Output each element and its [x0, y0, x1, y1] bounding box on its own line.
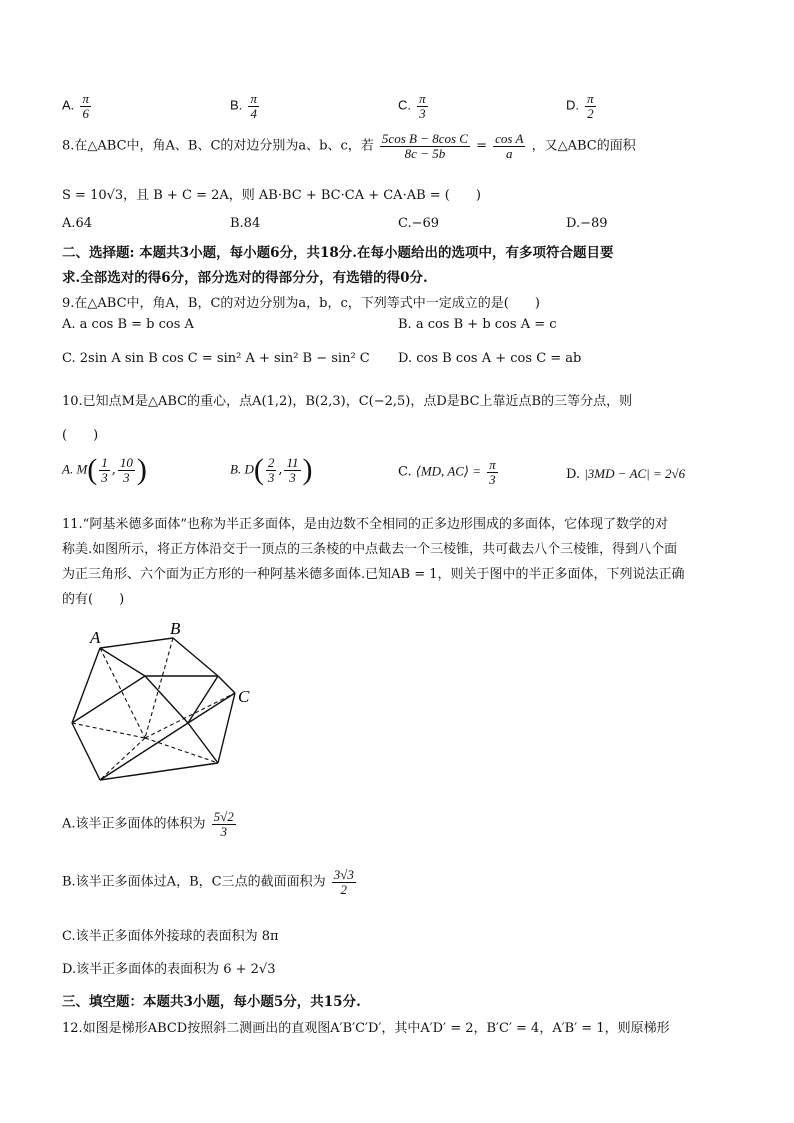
q7-option-b: B. $\frac{\pi}{4}$ — [230, 91, 257, 121]
cuboctahedron-figure — [60, 618, 270, 793]
q12-stem: 12.如图是梯形ABCD按照斜二测画出的直观图A′B′C′D′，其中A′D′ = 2，B′C′ = 4，A′B′ = 1，则原梯形 — [62, 1021, 670, 1036]
q7-option-a: A. $\frac{\pi}{6}$ — [62, 91, 89, 121]
edge-a-left — [72, 648, 100, 723]
edge-c-center — [188, 693, 235, 723]
edge-c-bottom — [218, 693, 235, 763]
q11-stem-line2: 称美.如图所示，将正方体沿交于一顶点的三条棱的中点截去一个三棱锥，共可截去八个三棱锥，得到八个面 — [62, 542, 678, 557]
edge-bottom — [100, 763, 218, 780]
q10-option-d: D. |3MD − AC| = 2√6 — [566, 466, 686, 482]
q10-option-b: B. D( $\frac{2}{3}$ , $\frac{11}{3}$ ) — [230, 453, 313, 486]
q8-stem-line2: S = 10√3，且 B + C = 2A，则 AB·BC + BC·CA + CA·AB = ( ) — [62, 188, 481, 203]
edge-left-mid — [72, 676, 145, 723]
q11-stem-line3: 为正三角形、六个面为正方形的一种阿基米德多面体.已知AB = 1，则关于图中的半正多面体，下列说法正确 — [62, 567, 685, 582]
edge-hidden-6 — [145, 638, 173, 738]
edge-right-center — [188, 676, 218, 723]
q8-stem-line1: 8.在△ABC中，角A、B、C的对边分别为a、b、c，若 $\frac{\text{5cos B − 8cos C}}{8c - 5b}$ = $\frac{\text{cos A}}{a}$ ，又△ABC的面积 — [62, 131, 636, 161]
q10-option-a: A. M( $\frac{1}{3}$ , $\frac{10}{3}$ ) — [62, 453, 147, 486]
q11-option-c: C.该半正多面体外接球的表面积为 8π — [62, 929, 279, 944]
q8-option-d: D.−89 — [566, 216, 608, 231]
q11-stem-line4: 的有( ) — [62, 592, 125, 607]
q9-stem: 9.在△ABC中，角A，B，C的对边分别为a，b，c，下列等式中一定成立的是( ) — [62, 296, 540, 311]
q8-option-c: C.−69 — [398, 216, 440, 231]
edge-hidden-3 — [100, 738, 145, 780]
q11-option-b: B.该半正多面体过A，B，C三点的截面面积为 $\frac{3√3}{2}$ — [62, 867, 354, 897]
q9-option-b: B. a cos B + b cos A = c — [398, 317, 557, 332]
q11-option-a: A.该半正多面体的体积为 $\frac{5√2}{3}$ — [62, 809, 234, 839]
edge-hidden-1 — [72, 723, 145, 738]
q8-option-b: B.84 — [230, 216, 261, 231]
section2-heading-line1: 二、选择题: 本题共3小题，每小题6分，共18分.在每小题给出的选项中，有多项符合题目要 — [62, 245, 614, 261]
edge-left-bottom — [72, 723, 100, 780]
q10-stem-paren: ( ) — [62, 428, 99, 443]
vertex-label-c: C — [238, 687, 250, 706]
edge-center-br — [188, 723, 218, 763]
q9-option-d: D. cos B cos A + cos C = ab — [398, 351, 582, 366]
vertex-label-a: A — [90, 628, 101, 647]
q7-option-d: D. $\frac{\pi}{2}$ — [566, 91, 594, 121]
q10-stem: 10.已知点M是△ABC的重心，点A(1,2)，B(2,3)，C(−2,5)，点D是BC上靠近点B的三等分点，则 — [62, 394, 633, 409]
edge-hidden-4 — [145, 738, 218, 763]
q9-option-a: A. a cos B = b cos A — [62, 317, 194, 332]
section2-heading-line2: 求.全部选对的得6分，部分选对的得部分分，有选错的得0分. — [62, 270, 428, 286]
edge-hidden-2 — [145, 693, 235, 738]
vertex-label-b: B — [170, 619, 181, 638]
q8-option-a: A.64 — [62, 216, 93, 231]
q11-stem-line1: 11.“阿基米德多面体”也称为半正多面体，是由边数不全相同的正多边形围成的多面体，它体现了数学的对 — [62, 517, 668, 532]
q11-option-d: D.该半正多面体的表面积为 6 + 2√3 — [62, 962, 276, 977]
q10-option-c: C. ⟨MD, AC⟩ = $\frac{\pi}{3}$ — [398, 457, 496, 487]
q7-option-c: C. $\frac{\pi}{3}$ — [398, 91, 426, 121]
section3-heading: 三、填空题：本题共3小题，每小题5分，共15分. — [62, 994, 361, 1010]
q9-option-c: C. 2sin A sin B cos C = sin² A + sin² B − sin² C — [62, 351, 370, 366]
